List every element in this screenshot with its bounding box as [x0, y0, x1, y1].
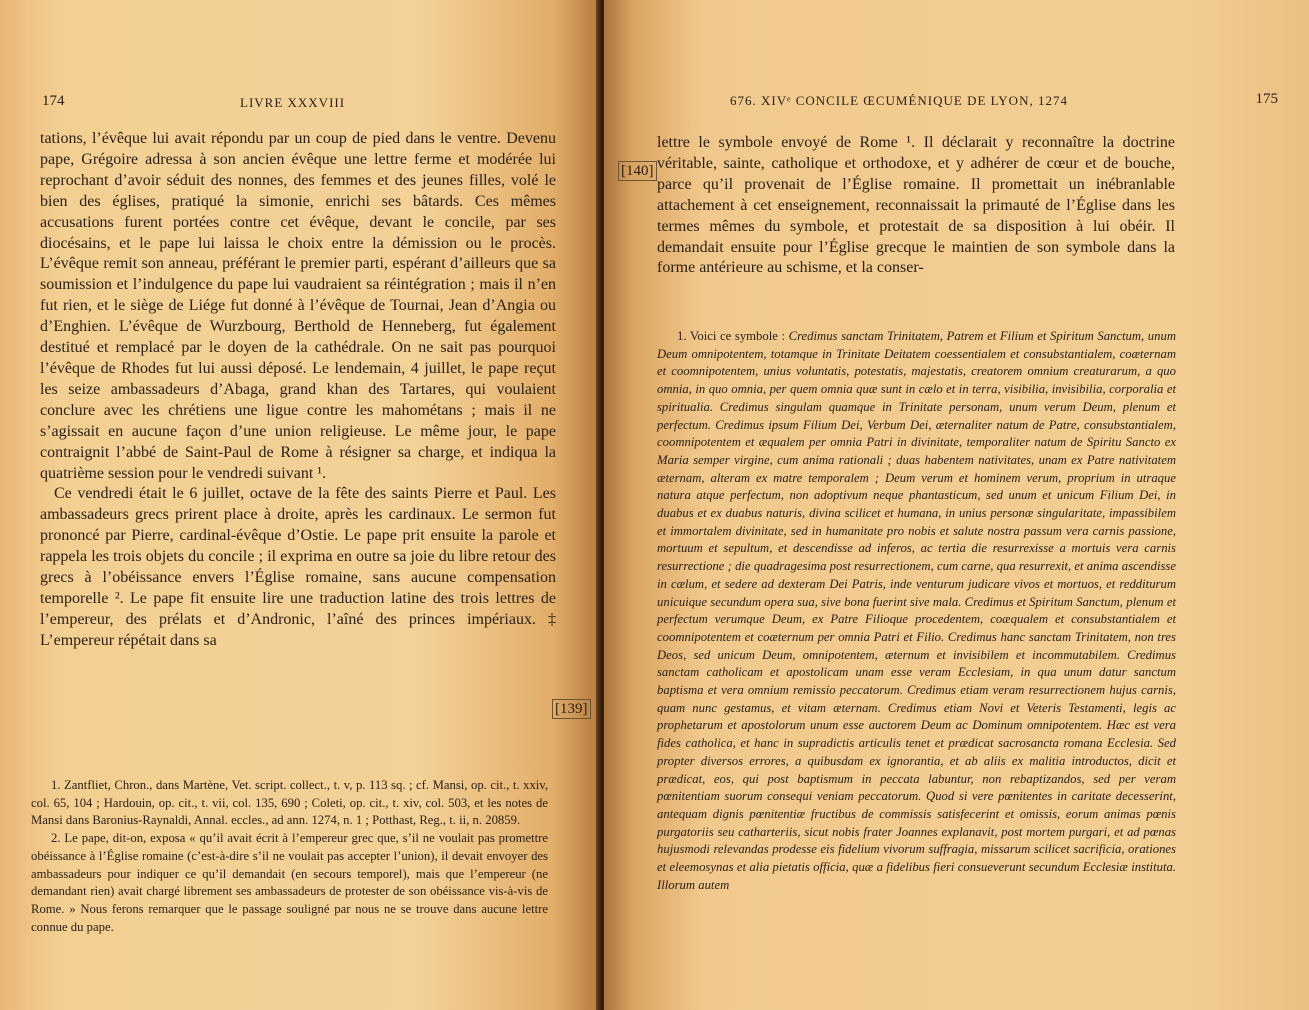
margin-marker: [140]	[618, 161, 657, 181]
footnote: 2. Le pape, dit-on, exposa « qu’il avait écrit à l’empereur grec que, s’il ne voulait pas promettre obéissance à l’Église romaine (c’est-à-dire s’il ne voulait pas accepter l’union), il devait envoyer des ambassadeurs pour indiquer ce qu’il demandait (en secours temporel), mais que l’empereur (ne demandant rien) avait chargé librement ses ambassadeurs de protester de son obéissance vis-à-vis de Rome. » Nous ferons remarquer que le passage souligné par nous ne se trouve dans aucune lettre connue du pape.	[31, 831, 548, 934]
left-footnotes	[31, 777, 548, 936]
paragraph: lettre le symbole envoyé de Rome ¹. Il déclarait y reconnaître la doctrine véritable, sainte, catholique et orthodoxe, et y adhérer de cœur et de bouche, parce qu’il provenait de l’Église romaine. Il promettait un inébranlable attachement à cet enseignement, reconnaissait la primauté de l’Église dans les termes mêmes du symbole, et protestait de sa disposition à lui obéir. Il demandait ensuite pour l’Église grecque le maintien de son symbole dans la forme antérieure au schisme, et la conser-	[657, 134, 1175, 277]
right-page	[604, 0, 1309, 1010]
footnote-lead: 1. Voici ce symbole :	[677, 329, 786, 343]
right-footnote	[657, 328, 1176, 895]
margin-marker: [139]	[552, 699, 591, 719]
footnote-latin-text: Credimus sanctam Trinitatem, Patrem et Filium et Spiritum Sanctum, unum Deum omnipotentem, totamque in Trinitate Deitatem coessentialem et consubstantialem, coæternam et coomnipotentem, unius voluntatis, potestatis, majestatis, creatorem omnium creaturarum, a quo omnia, in quo omnia, per quem omnia quæ sunt in cælo et in terra, visibilia, invisibilia, corporalia et spiritualia. Credimus singulam quamque in Trinitate personam, unum verum Deum, plenum et perfectum. Credimus ipsum Filium Dei, Verbum Dei, æternaliter natum de Patre, consubstantialem, coomnipotentem et æqualem per omnia Patri in divinitate, temporaliter natum de Spiritu Sancto ex Maria semper virgine, cum anima rationali ; duas habentem nativitates, unam ex Patre nativitatem æternam, alteram ex matre temporalem ; Deum verum et hominem verum, proprium in utraque natura atque perfectum, non adoptivum neque phantasticum, sed unum et unicum Filium Dei, in duabus et ex duabus naturis, divina scilicet et humana, in unius personæ singularitate, impassibilem et immortalem divinitate, sed in humanitate pro nobis et salute nostra passum vera carnis passione, mortuum et sepultum, et descendisse ad inferos, ac tertia die resurrexisse a mortuis vera carnis resurrectione ; die quadragesima post resurrectionem, cum carne, qua resurrexit, et anima ascendisse in cælum, et sedere ad dexteram Dei Patris, inde venturum judicare vivos et mortuos, et redditurum unicuique secundum opera sua, sive bona fuerint sive mala. Credimus et Spiritum Sanctum, plenum et perfectum verumque Deum, ex Patre Filioque procedentem, coæqualem et consubstantialem et coomnipotentem et coæternum per omnia Patri et Filio. Credimus hanc sanctam Trinitatem, non tres Deos, sed unicum Deum, omnipotentem, æternum et invisibilem et incommutabilem. Credimus sanctam catholicam et apostolicam unam esse veram Ecclesiam, in qua unum datur sanctum baptisma et vera omnium remissio peccatorum. Credimus etiam veram resurrectionem hujus carnis, quam nunc gestamus, et vitam æternam. Credimus etiam Novi et Veteris Testamenti, legis ac prophetarum et apostolorum unum esse auctorem Deum ac Dominum omnipotentem. Hæc est vera fides catholica, et hanc in supradictis articulis tenet et prædicat sacrosancta romana Ecclesia. Sed propter diversos errores, a quibusdam ex ignorantia, et ab aliis ex malitia introductos, dicit et prædicat, eos, qui post baptismum in peccata labuntur, non rebaptizandos, sed per veram pœnitentiam suorum consequi veniam peccatorum. Quod si vere pœnitentes in caritate decesserint, antequam dignis pœnitentiæ fructibus de commissis satisfecerint et omissis, eorum animas pœnis purgatoriis seu catharteriis, sicut nobis frater Joannes explanavit, post mortem purgari, et ad pœnas hujusmodi relevandas prodesse eis fidelium vivorum suffragia, missarum scilicet sacrificia, orationes et eleemosynas et alia pietatis officia, quæ a fidelibus fieri consueverunt secundum Ecclesiæ instituta. Illorum autem	[657, 329, 1177, 892]
footnote: 1. Zantfliet, Chron., dans Martène, Vet. script. collect., t. v, p. 113 sq. ; cf. Mansi, op. cit., t. xxiv, col. 65, 104 ; Hardouin, op. cit., t. vii, col. 135, 690 ; Coleti, op. cit., t. xiv, col. 503, et les notes de Mansi dans Baronius-Raynaldi, Annal. eccles., ad ann. 1274, n. 1 ; Potthast, Reg., t. ii, n. 20859.	[31, 778, 548, 828]
paragraph: tations, l’évêque lui avait répondu par un coup de pied dans le ventre. Devenu pape, Grégoire adressa à son ancien évêque une lettre ferme et modérée lui reprochant d’avoir séduit des nonnes, des femmes et des jeunes filles, volé le bien des églises, pratiqué la simonie, enrichi ses bâtards. Ces mêmes accusations furent portées contre cet évêque, devant le concile, par ses diocésains, et le pape lui laissa le choix entre la démission ou le procès. L’évêque remit son anneau, préférant le premier parti, espérant d’ailleurs que sa soumission et l’indulgence du pape lui vaudraient sa réintégration ; mais il n’en fut rien, et le siège de Liége fut donné à l’évêque de Tournai, Jean d’Angia ou d’Enghien. L’évêque de Wurzbourg, Berthold de Henneberg, fut également destitué et remplacé par le doyen de la cathédrale. On ne sait pas pourquoi l’évêque de Rhodes fut lui aussi déposé. Le lendemain, 4 juillet, le pape reçut les seize ambassadeurs d’Abaga, grand khan des Tartares, qui voulaient conclure avec les chrétiens une ligue contre les mahométans ; mais il ne s’agissait en aucune façon d’une union religieuse. Le même jour, le pape contraignit l’abbé de Saint-Paul de Rome à résigner sa charge, et indiqua la quatrième session pour le vendredi suivant ¹.	[40, 130, 556, 482]
right-page-number: 175	[1255, 91, 1278, 107]
right-running-head	[730, 93, 1278, 109]
left-body-text	[40, 129, 556, 652]
left-running-title: LIVRE XXXVIII	[240, 95, 346, 110]
right-running-title: 676. XIVᵉ CONCILE ŒCUMÉNIQUE DE LYON, 1274	[730, 93, 1068, 108]
left-page-number: 174	[42, 93, 65, 109]
paragraph: Ce vendredi était le 6 juillet, octave de la fête des saints Pierre et Paul. Les ambassadeurs grecs prirent place à droite, après les cardinaux. Le sermon fut prononcé par Pierre, cardinal-évêque d’Ostie. Le pape prit ensuite la parole et rappela les trois objets du concile ; il exprima en outre sa joie du libre retour des grecs à l’obéissance envers l’Église romaine, sans aucune compensation temporelle ². Le pape fit ensuite lire une traduction latine des trois lettres de l’empereur, des prélats et d’Andronic, l’aîné des princes impériaux. ‡ L’empereur répétait dans sa	[40, 485, 556, 649]
left-page	[0, 0, 600, 1010]
left-running-head	[42, 93, 554, 110]
right-body-text	[657, 133, 1175, 279]
